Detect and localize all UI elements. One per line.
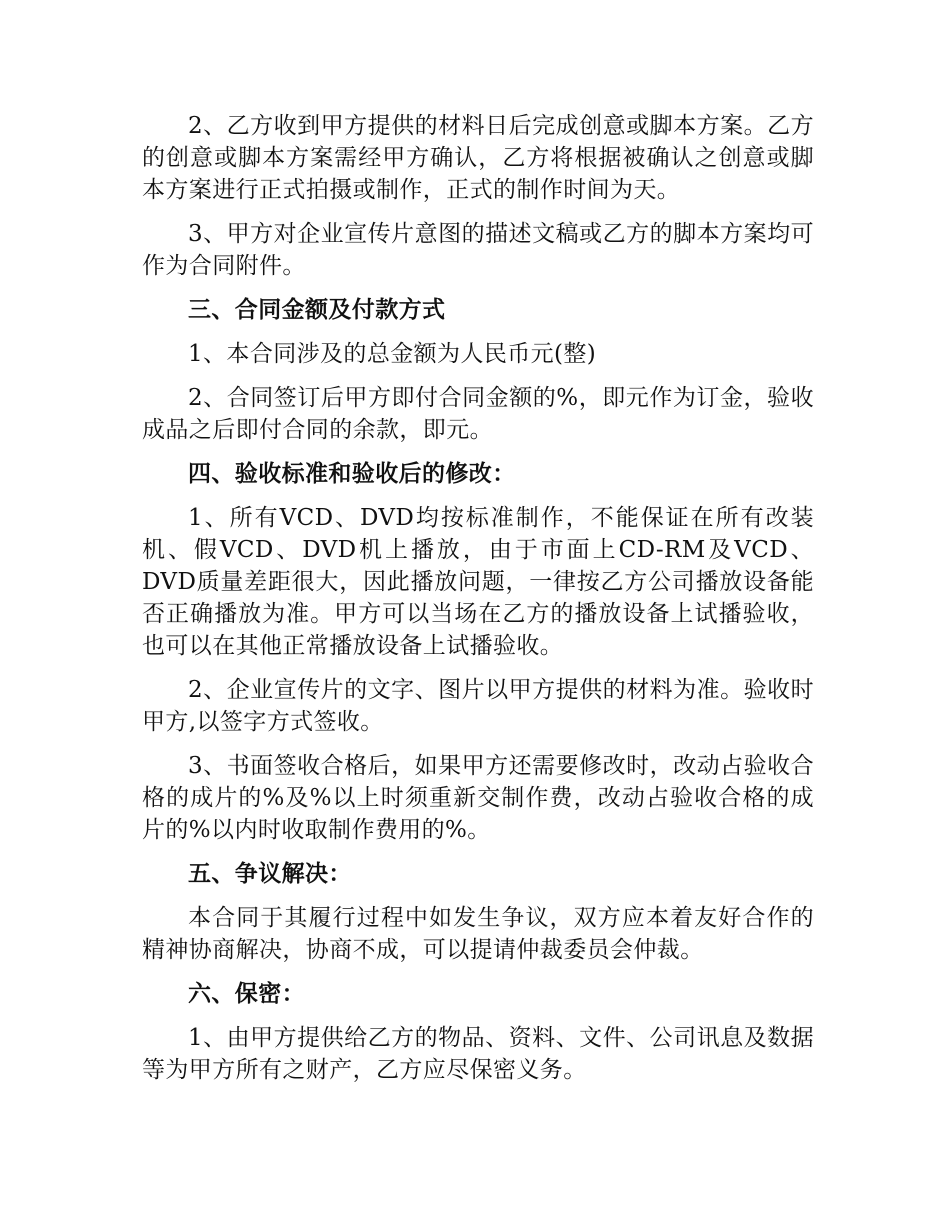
section-heading-amount-payment: 三、合同金额及付款方式 [188,296,446,323]
section-heading-confidentiality: 六、保密： [188,980,305,1007]
section-heading-acceptance: 四、验收标准和验收后的修改： [188,460,516,487]
paragraph-deposit: 2、合同签订后甲方即付合同金额的%，即元作为订金，验收成品之后即付合同的余款，即元。 [142,385,814,443]
section-heading-dispute: 五、争议解决： [188,860,352,887]
paragraph-material-completion: 2、乙方收到甲方提供的材料日后完成创意或脚本方案。乙方的创意或脚本方案需经甲方确认，乙方将根据被确认之创意或脚本方案进行正式拍摄或制作，正式的制作时间为天。 [142,113,814,203]
paragraph-modification-fee: 3、书面签收合格后，如果甲方还需要修改时，改动占验收合格的成片的%及%以上时须重新交制作费，改动占验收合格的成片的%以内时收取制作费用的%。 [142,753,814,843]
document-page [142,110,814,1098]
paragraph-playback-standard: 1、所有VCD、DVD均按标准制作，不能保证在所有改装机、假VCD、DVD机上播放，由于市面上CD-RM及VCD、DVD质量差距很大，因此播放问题，一律按乙方公司播放设备能否正确播放为准。甲方可以当场在乙方的播放设备上试播验收，也可以在其他正常播放设备上试播验收。 [142,505,814,659]
paragraph-confidentiality: 1、由甲方提供给乙方的物品、资料、文件、公司讯息及数据等为甲方所有之财产，乙方应尽保密义务。 [142,1025,814,1083]
paragraph-total-amount: 1、本合同涉及的总金额为人民币元(整) [188,341,597,367]
paragraph-attachment: 3、甲方对企业宣传片意图的描述文稿或乙方的脚本方案均可作为合同附件。 [142,221,814,279]
paragraph-dispute-resolution: 本合同于其履行过程中如发生争议，双方应本着友好合作的精神协商解决，协商不成，可以提请仲裁委员会仲裁。 [142,905,814,963]
paragraph-materials-acceptance: 2、企业宣传片的文字、图片以甲方提供的材料为准。验收时甲方,以签字方式签收。 [142,677,814,735]
